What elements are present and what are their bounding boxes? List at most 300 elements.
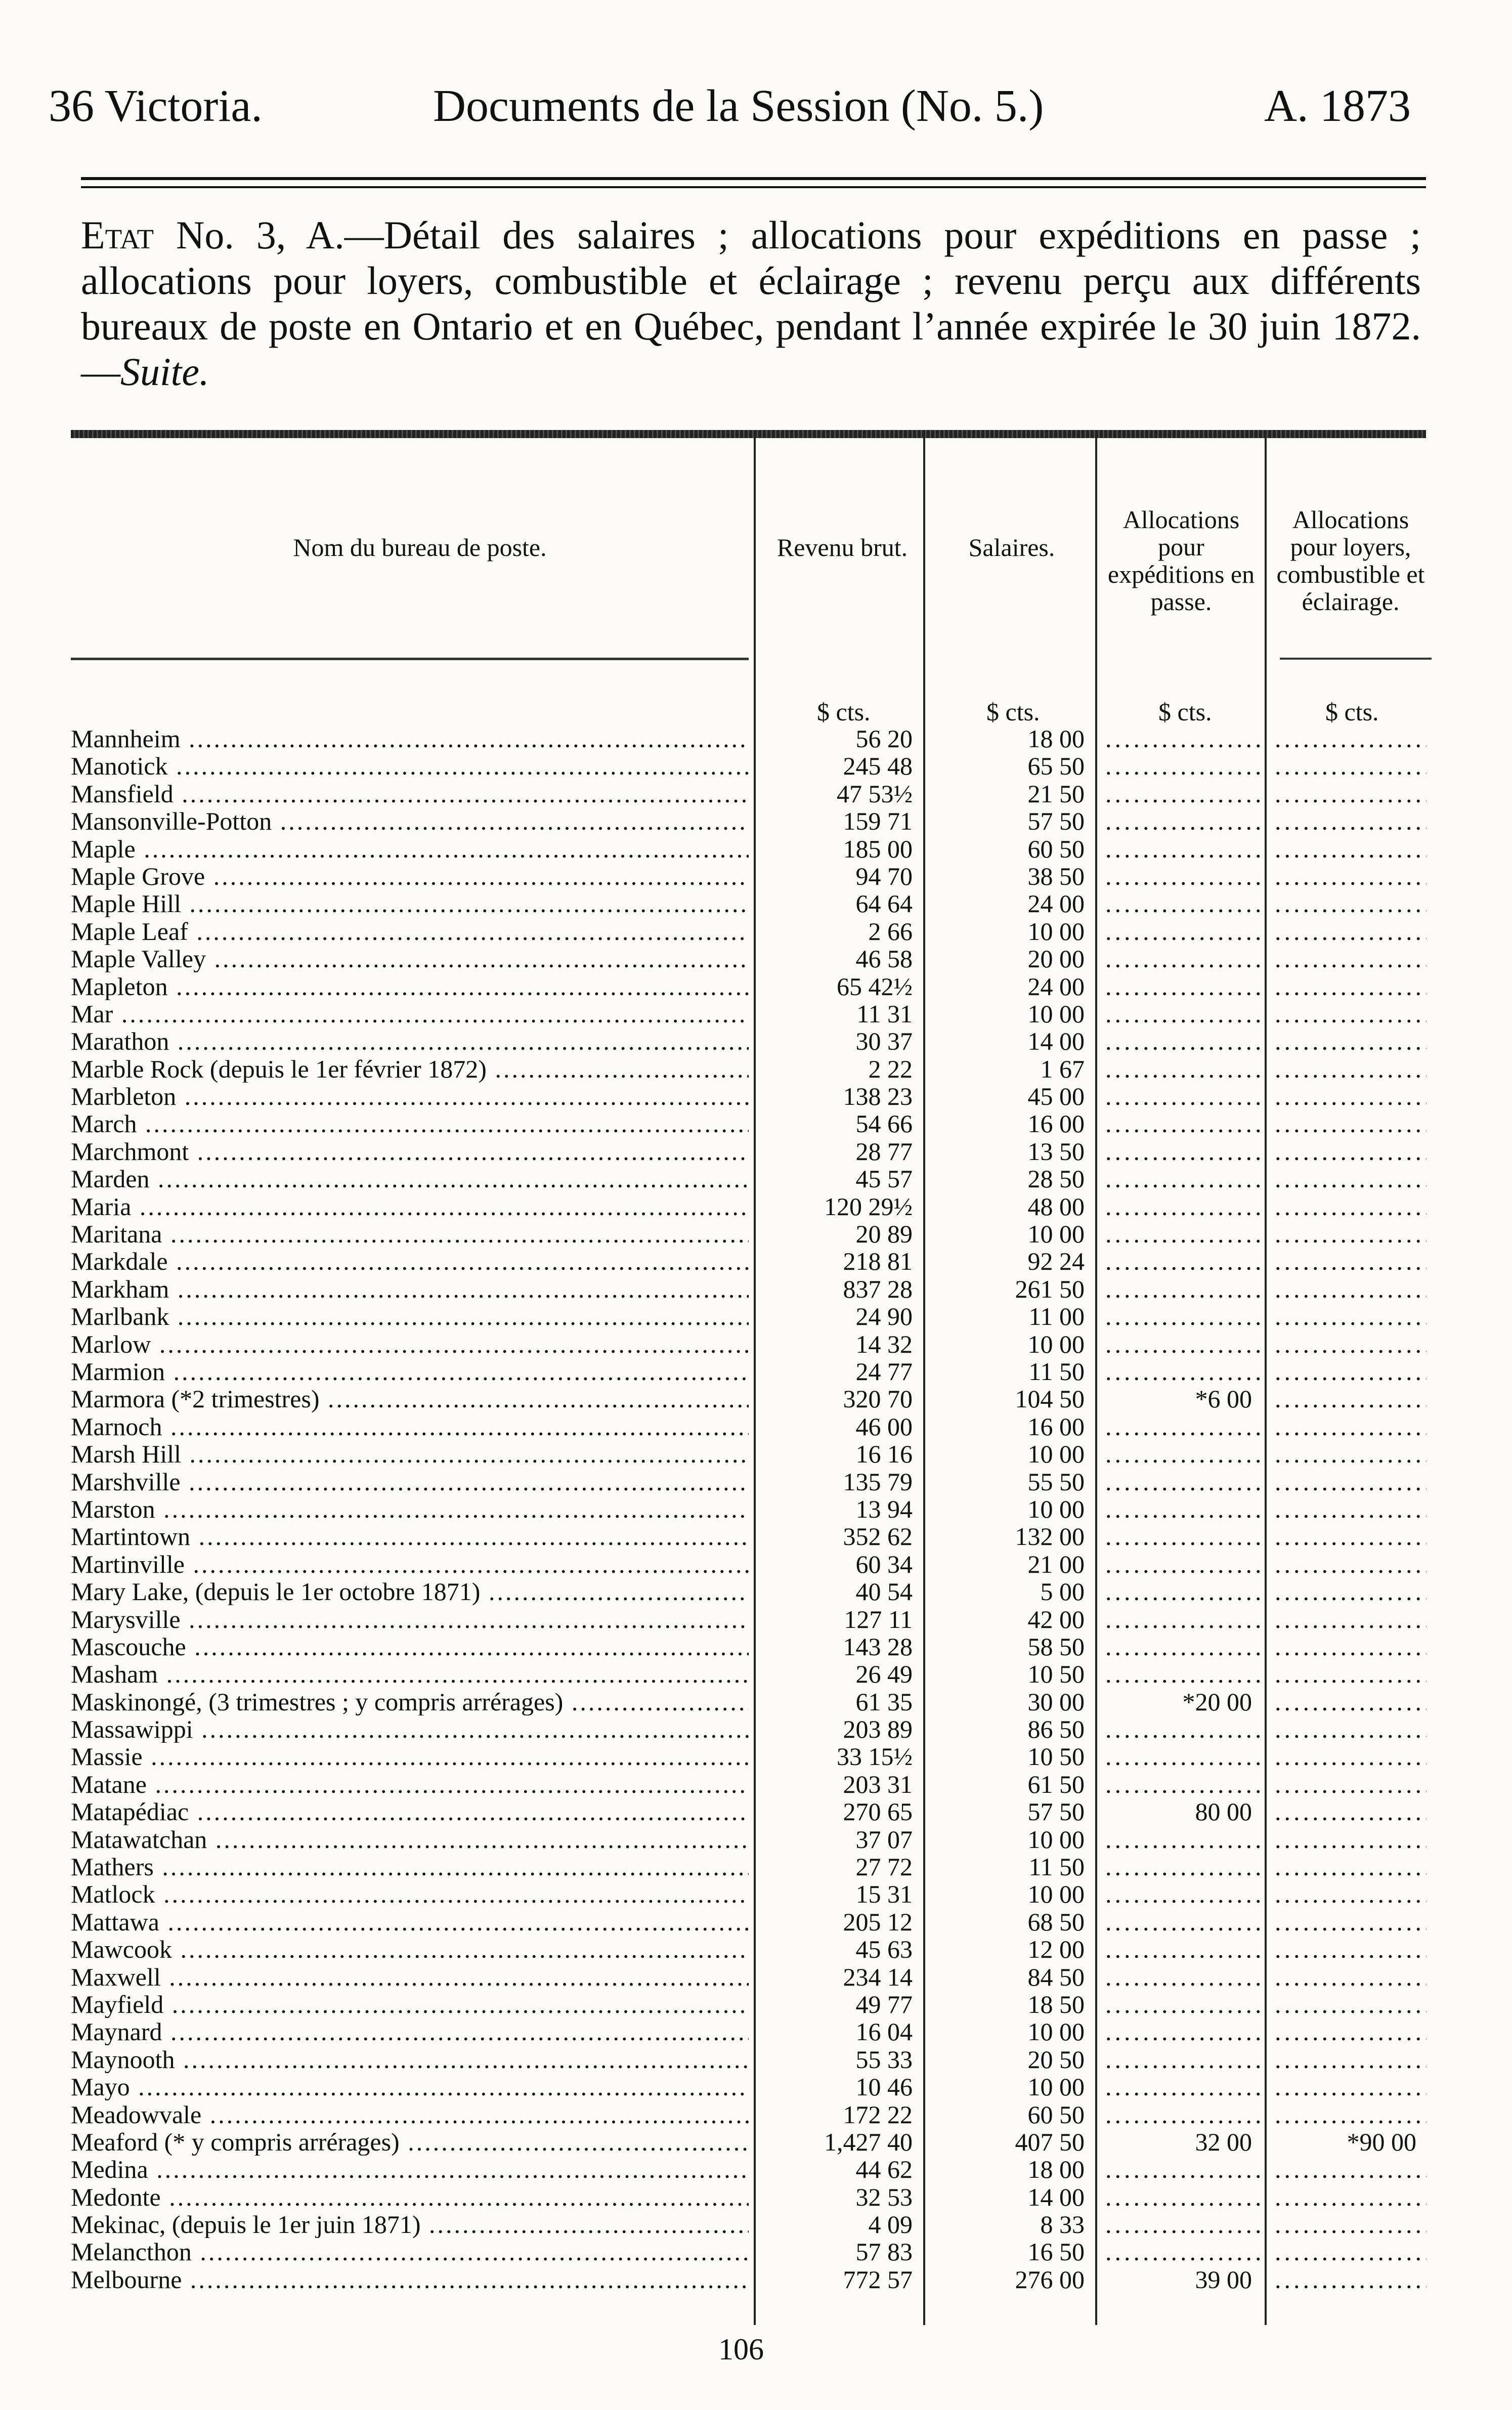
loyers-cell [1275,1633,1427,1660]
revenue-cell: 47 53½ [837,779,913,808]
salary-cell: 10 00 [1027,2017,1085,2046]
loyers-cell [1275,752,1427,780]
expeditions-cell [1105,1880,1262,1908]
loyers-cell [1275,863,1427,890]
table-row [0,2156,1512,2183]
salary-cell: 57 50 [1027,807,1085,836]
expeditions-cell: 32 00 [1195,2128,1252,2156]
loyers-cell [1275,780,1427,807]
expeditions-cell [1105,1826,1262,1853]
salary-cell: 18 50 [1027,1990,1085,2018]
revenue-cell: 127 11 [844,1605,913,1633]
office-name: Mansonville-Potton ..... [71,807,749,835]
loyers-cell [1275,1110,1427,1137]
loyers-cell [1275,1606,1427,1633]
expeditions-cell: *20 00 [1182,1688,1252,1715]
revenue-cell: 61 35 [855,1687,913,1716]
salary-cell: 407 50 [1015,2127,1085,2156]
revenue-cell: 120 29½ [824,1192,913,1221]
salary-cell: 13 50 [1027,1137,1085,1166]
revenue-cell: 270 65 [843,1797,913,1826]
revenue-cell: 37 07 [855,1825,913,1854]
table-row [0,1495,1512,1523]
office-name: Marston ..... [71,1495,749,1523]
salary-cell: 42 00 [1027,1605,1085,1633]
header-center: Documents de la Session (No. 5.) [433,81,1044,131]
table-row [0,1853,1512,1880]
office-name: Mawcook ..... [71,1935,749,1963]
table-row [0,725,1512,752]
loyers-cell [1275,1385,1427,1412]
office-name: Marnoch ..... [71,1413,749,1440]
table-row [0,1826,1512,1853]
salary-cell: 60 50 [1027,2100,1085,2129]
salary-cell: 84 50 [1027,1962,1085,1991]
revenue-cell: 54 66 [855,1109,913,1138]
office-name: Meaford (* y compris arrérages) ..... [71,2128,749,2156]
office-name: Mascouche ..... [71,1633,749,1660]
table-body [0,725,1512,2293]
salary-cell: 10 00 [1027,2073,1085,2101]
office-name: Maritana ..... [71,1220,749,1247]
revenue-cell: 32 53 [855,2182,913,2211]
office-name: Maynard ..... [71,2018,749,2045]
revenue-cell: 56 20 [855,724,913,753]
table-row [0,2238,1512,2265]
table-row [0,1110,1512,1137]
table-row [0,1935,1512,1963]
revenue-cell: 46 58 [855,944,913,973]
expeditions-cell [1105,2101,1262,2128]
table-row [0,1220,1512,1247]
table-row [0,1000,1512,1027]
salary-cell: 12 00 [1027,1935,1085,1964]
revenue-cell: 772 57 [843,2265,913,2294]
table-row [0,1468,1512,1495]
office-name: March ..... [71,1110,749,1137]
expeditions-cell [1105,835,1262,863]
revenue-cell: 143 28 [843,1632,913,1661]
salary-cell: 5 00 [1040,1577,1085,1606]
office-name: Marble Rock (depuis le 1er février 1872) ..... [71,1055,749,1083]
loyers-cell [1275,1798,1427,1825]
loyers-cell [1275,1055,1427,1083]
revenue-cell: 320 70 [843,1385,913,1413]
loyers-cell [1275,1771,1427,1798]
table-row [0,1165,1512,1192]
expeditions-cell [1105,945,1262,972]
office-name: Marlow ..... [71,1330,749,1358]
salary-cell: 1 67 [1040,1054,1085,1083]
office-name: Maynooth ..... [71,2046,749,2073]
expeditions-cell [1105,1000,1262,1027]
loyers-cell [1275,2018,1427,2045]
office-name: Marshville ..... [71,1468,749,1495]
revenue-cell: 45 57 [855,1165,913,1193]
salary-cell: 10 00 [1027,1329,1085,1358]
table-row [0,1880,1512,1908]
page-number: 106 [718,2333,764,2366]
office-name: Martinville ..... [71,1551,749,1578]
revenue-cell: 16 16 [855,1440,913,1469]
table-row [0,945,1512,972]
table-row [0,918,1512,945]
revenue-cell: 24 77 [855,1357,913,1386]
loyers-cell [1275,1083,1427,1110]
office-name: Maria ..... [71,1193,749,1220]
table-row [0,2266,1512,2293]
table-row [0,2211,1512,2238]
office-name: Matane ..... [71,1771,749,1798]
expeditions-cell [1105,1523,1262,1550]
expeditions-cell [1105,2046,1262,2073]
loyers-cell [1275,945,1427,972]
expeditions-cell [1105,1138,1262,1165]
salary-cell: 16 50 [1027,2237,1085,2266]
salary-cell: 45 00 [1027,1082,1085,1111]
office-name: Martintown ..... [71,1523,749,1550]
expeditions-cell [1105,1771,1262,1798]
revenue-cell: 24 90 [855,1302,913,1331]
office-name: Matawatchan ..... [71,1826,749,1853]
revenue-cell: 11 31 [856,999,913,1028]
salary-cell: 10 00 [1027,1440,1085,1469]
expeditions-cell [1105,863,1262,890]
revenue-cell: 40 54 [855,1577,913,1606]
salary-cell: 65 50 [1027,752,1085,781]
loyers-cell [1275,1743,1427,1770]
revenue-cell: 1,427 40 [824,2127,913,2156]
loyers-cell [1275,835,1427,863]
salary-cell: 18 00 [1027,2155,1085,2184]
expeditions-cell [1105,807,1262,835]
loyers-cell [1275,1880,1427,1908]
table-row [0,1551,1512,1578]
salary-cell: 10 00 [1027,1880,1085,1909]
revenue-cell: 203 89 [843,1715,913,1744]
loyers-cell [1275,1908,1427,1935]
table-row [0,1743,1512,1770]
revenue-cell: 4 09 [868,2210,913,2239]
loyers-cell [1275,2073,1427,2100]
table-row [0,1440,1512,1468]
office-name: Matapédiac ..... [71,1798,749,1825]
table-title [81,212,1421,395]
revenue-cell: 205 12 [843,1907,913,1936]
expeditions-cell [1105,1991,1262,2018]
office-name: Medina ..... [71,2156,749,2183]
salary-cell: 86 50 [1027,1715,1085,1744]
units-loyers: $ cts. [1325,698,1379,726]
table-row [0,1771,1512,1798]
office-name: Mathers ..... [71,1853,749,1880]
table-row [0,2046,1512,2073]
revenue-cell: 10 46 [855,2073,913,2101]
title-suite: Suite. [120,350,209,394]
header-right: A. 1873 [1264,81,1411,131]
office-name: Marchmont ..... [71,1138,749,1165]
office-name: Maple Hill ..... [71,890,749,917]
header-divider [71,658,749,660]
expeditions-cell [1105,1220,1262,1247]
revenue-cell: 57 83 [855,2237,913,2266]
office-name: Markham ..... [71,1275,749,1303]
salary-cell: 10 00 [1027,917,1085,945]
table-row [0,2183,1512,2211]
salary-cell: 20 00 [1027,944,1085,973]
salary-cell: 16 00 [1027,1109,1085,1138]
table-row [0,1606,1512,1633]
table-row [0,1688,1512,1715]
units-expeditions: $ cts. [1158,698,1212,726]
expeditions-cell [1105,1660,1262,1688]
table-row [0,2018,1512,2045]
loyers-cell [1275,973,1427,1000]
salary-cell: 28 50 [1027,1165,1085,1193]
loyers-cell: *90 00 [1347,2128,1416,2156]
expeditions-cell [1105,2183,1262,2211]
expeditions-cell: 80 00 [1195,1798,1252,1826]
loyers-cell [1275,1578,1427,1605]
revenue-cell: 33 15½ [837,1742,913,1771]
revenue-cell: 185 00 [843,834,913,863]
office-name: Maple Leaf ..... [71,918,749,945]
revenue-cell: 203 31 [843,1770,913,1798]
expeditions-cell: *6 00 [1195,1385,1252,1413]
expeditions-cell [1105,1715,1262,1743]
office-name: Maxwell ..... [71,1963,749,1991]
office-name: Marlbank ..... [71,1303,749,1330]
expeditions-cell [1105,2238,1262,2265]
table-row [0,1523,1512,1550]
office-name: Marathon ..... [71,1027,749,1055]
office-name: Mekinac, (depuis le 1er juin 1871) ..... [71,2211,749,2238]
office-name: Maskinongé, (3 trimestres ; y compris arrérages) ..... [71,1688,749,1715]
table-row [0,780,1512,807]
revenue-cell: 30 37 [855,1027,913,1056]
table-row [0,1578,1512,1605]
units-salaries: $ cts. [986,698,1040,726]
revenue-cell: 172 22 [843,2100,913,2129]
running-header [49,76,1411,137]
loyers-cell [1275,1826,1427,1853]
expeditions-cell [1105,1743,1262,1770]
table-row [0,1908,1512,1935]
office-name: Masham ..... [71,1660,749,1688]
loyers-cell [1275,1468,1427,1495]
revenue-cell: 135 79 [843,1467,913,1496]
salary-cell: 60 50 [1027,834,1085,863]
table-row [0,1055,1512,1083]
table-row [0,863,1512,890]
office-name: Massawippi ..... [71,1715,749,1743]
revenue-cell: 2 22 [868,1054,913,1083]
loyers-cell [1275,1138,1427,1165]
salary-cell: 24 00 [1027,972,1085,1001]
office-name: Mansfield ..... [71,780,749,807]
loyers-cell [1275,1688,1427,1715]
salary-cell: 48 00 [1027,1192,1085,1221]
salary-cell: 55 50 [1027,1467,1085,1496]
salary-cell: 8 33 [1040,2210,1085,2239]
expeditions-cell [1105,752,1262,780]
loyers-cell [1275,1303,1427,1330]
salary-cell: 11 50 [1028,1357,1085,1386]
header-divider-right [1280,658,1432,660]
office-name: Medonte ..... [71,2183,749,2211]
expeditions-cell: 39 00 [1195,2265,1252,2293]
revenue-cell: 26 49 [855,1660,913,1689]
table-row [0,1193,1512,1220]
expeditions-cell [1105,1935,1262,1963]
salary-cell: 10 50 [1027,1660,1085,1689]
salary-cell: 21 00 [1027,1550,1085,1578]
salary-cell: 14 00 [1027,2182,1085,2211]
loyers-cell [1275,2101,1427,2128]
salary-cell: 10 00 [1027,1825,1085,1854]
revenue-cell: 14 32 [855,1329,913,1358]
loyers-cell [1275,918,1427,945]
loyers-cell [1275,1715,1427,1743]
salary-cell: 58 50 [1027,1632,1085,1661]
revenue-cell: 837 28 [843,1274,913,1303]
office-name: Melbourne ..... [71,2266,749,2293]
office-name: Maple Valley ..... [71,945,749,972]
office-name: Manotick ..... [71,752,749,780]
office-name: Mayfield ..... [71,1991,749,2018]
salary-cell: 24 00 [1027,889,1085,918]
loyers-cell [1275,1247,1427,1275]
table-row [0,1247,1512,1275]
expeditions-cell [1105,2156,1262,2183]
salary-cell: 104 50 [1015,1385,1085,1413]
loyers-cell [1275,2183,1427,2211]
office-name: Maple ..... [71,835,749,863]
salary-cell: 21 50 [1027,779,1085,808]
table-row [0,1963,1512,1991]
office-name: Marbleton ..... [71,1083,749,1110]
table-row [0,752,1512,780]
expeditions-cell [1105,973,1262,1000]
loyers-cell [1275,1330,1427,1358]
expeditions-cell [1105,1633,1262,1660]
table-row [0,1358,1512,1385]
revenue-cell: 159 71 [843,807,913,836]
revenue-cell: 245 48 [843,752,913,781]
table-row [0,1330,1512,1358]
column-header-expeditions: Allocations pour expéditions en passe. [1107,505,1255,616]
salary-cell: 57 50 [1027,1797,1085,1826]
expeditions-cell [1105,1275,1262,1303]
office-name: Meadowvale ..... [71,2101,749,2128]
expeditions-cell [1105,1193,1262,1220]
revenue-cell: 46 00 [855,1412,913,1441]
office-name: Marmora (*2 trimestres) ..... [71,1385,749,1412]
table-row [0,1083,1512,1110]
salary-cell: 68 50 [1027,1907,1085,1936]
expeditions-cell [1105,2211,1262,2238]
table-row [0,1138,1512,1165]
office-name: Mar ..... [71,1000,749,1027]
table-top-rule [71,430,1426,438]
revenue-cell: 352 62 [843,1522,913,1551]
expeditions-cell [1105,890,1262,917]
table-row [0,2073,1512,2100]
loyers-cell [1275,2238,1427,2265]
expeditions-cell [1105,780,1262,807]
expeditions-cell [1105,2073,1262,2100]
loyers-cell [1275,1220,1427,1247]
expeditions-cell [1105,1468,1262,1495]
office-name: Mary Lake, (depuis le 1er octobre 1871) ..... [71,1578,749,1605]
loyers-cell [1275,1193,1427,1220]
expeditions-cell [1105,1027,1262,1055]
revenue-cell: 15 31 [855,1880,913,1909]
revenue-cell: 138 23 [843,1082,913,1111]
table-row [0,890,1512,917]
salary-cell: 14 00 [1027,1027,1085,1056]
salary-cell: 30 00 [1027,1687,1085,1716]
office-name: Marysville ..... [71,1606,749,1633]
salary-cell: 11 00 [1028,1302,1085,1331]
column-header-revenue: Revenu brut. [776,533,908,562]
expeditions-cell [1105,1413,1262,1440]
loyers-cell [1275,1523,1427,1550]
loyers-cell [1275,1991,1427,2018]
loyers-cell [1275,1275,1427,1303]
loyers-cell [1275,2266,1427,2293]
revenue-cell: 60 34 [855,1550,913,1578]
revenue-cell: 234 14 [843,1962,913,1991]
salary-cell: 38 50 [1027,862,1085,890]
expeditions-cell [1105,1165,1262,1192]
loyers-cell [1275,1551,1427,1578]
loyers-cell [1275,725,1427,752]
salary-cell: 261 50 [1015,1274,1085,1303]
loyers-cell [1275,2156,1427,2183]
loyers-cell [1275,1165,1427,1192]
office-name: Marden ..... [71,1165,749,1192]
loyers-cell [1275,890,1427,917]
loyers-cell [1275,1935,1427,1963]
expeditions-cell [1105,1551,1262,1578]
salary-cell: 16 00 [1027,1412,1085,1441]
expeditions-cell [1105,1853,1262,1880]
revenue-cell: 55 33 [855,2045,913,2074]
expeditions-cell [1105,1963,1262,1991]
loyers-cell [1275,2046,1427,2073]
table-row [0,1991,1512,2018]
table-row [0,2128,1512,2156]
salary-cell: 132 00 [1015,1522,1085,1551]
revenue-cell: 45 63 [855,1935,913,1964]
header-rule-bottom [81,186,1426,188]
revenue-cell: 2 66 [868,917,913,945]
expeditions-cell [1105,1247,1262,1275]
table-row [0,1798,1512,1825]
expeditions-cell [1105,1330,1262,1358]
loyers-cell [1275,1413,1427,1440]
table-row [0,1027,1512,1055]
revenue-cell: 44 62 [855,2155,913,2184]
loyers-cell [1275,1358,1427,1385]
loyers-cell [1275,1000,1427,1027]
expeditions-cell [1105,1495,1262,1523]
salary-cell: 20 50 [1027,2045,1085,2074]
salary-cell: 276 00 [1015,2265,1085,2294]
expeditions-cell [1105,1083,1262,1110]
units-revenue: $ cts. [817,698,871,726]
